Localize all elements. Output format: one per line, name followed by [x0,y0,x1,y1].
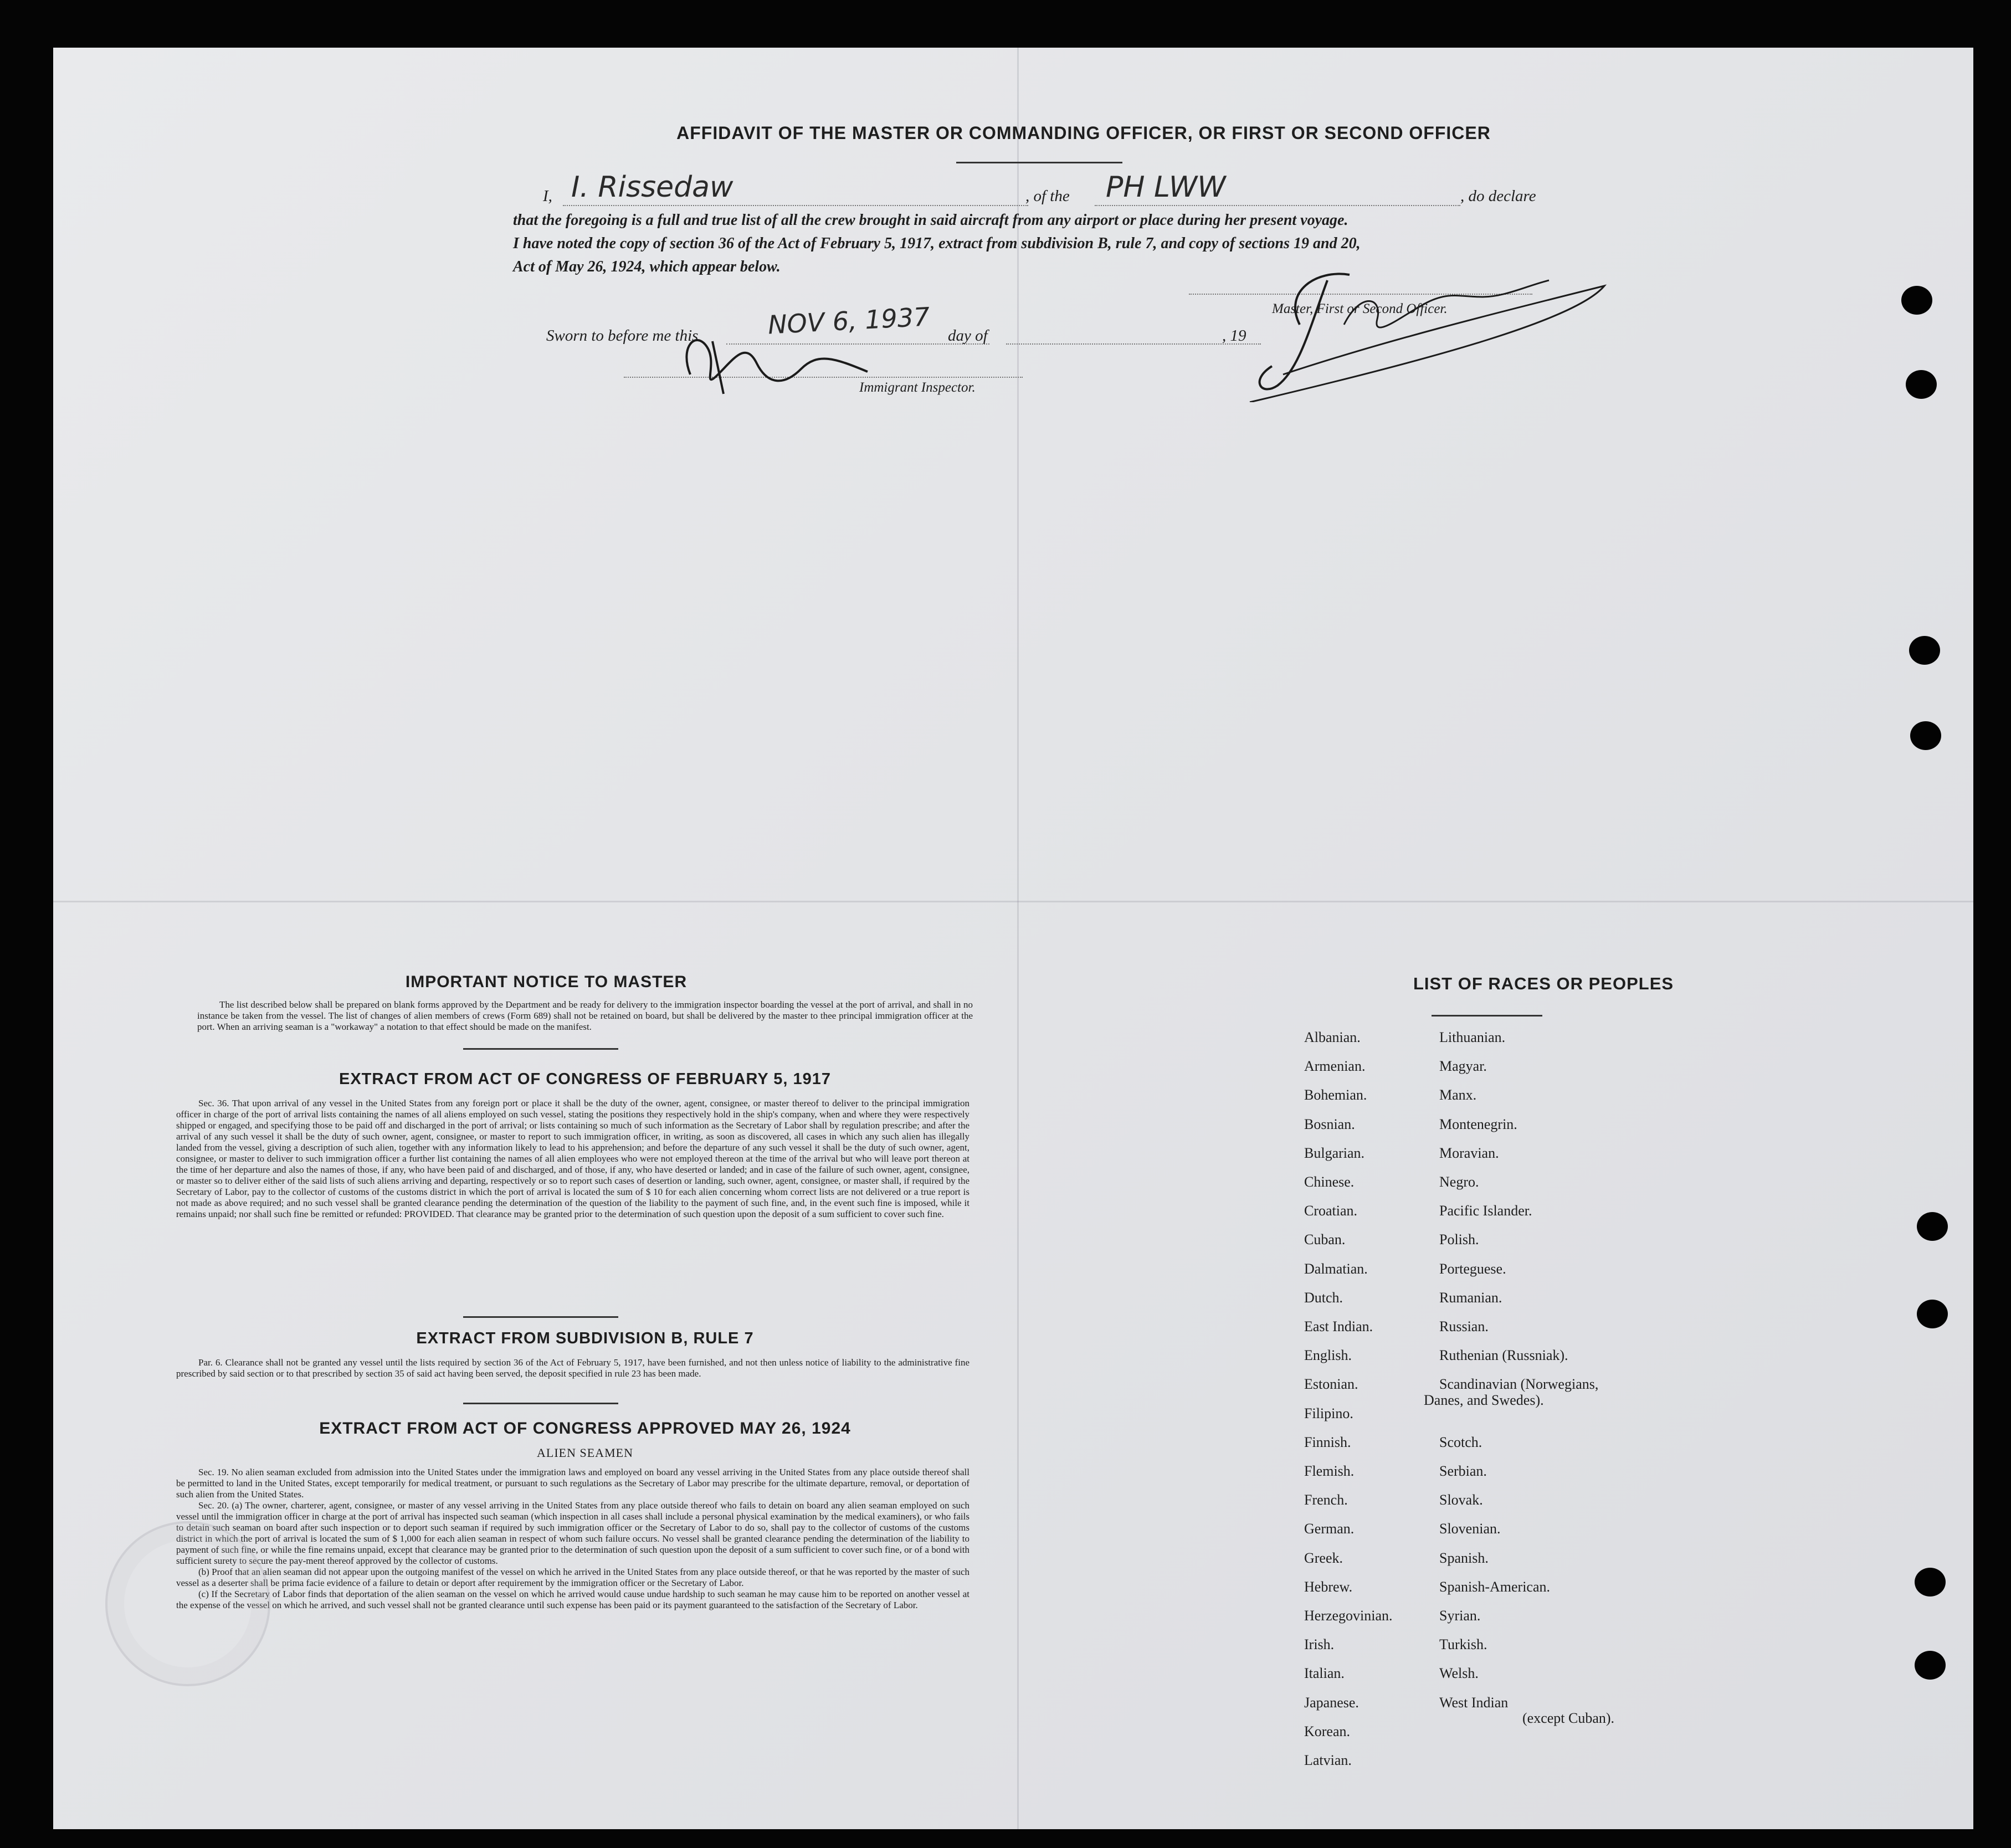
race-list-item: Russian. [1439,1318,1489,1334]
race-list-item: East Indian. [1304,1318,1373,1334]
binder-hole [1917,1300,1948,1328]
race-list-item: German. [1304,1521,1355,1537]
race-list-item: Negro. [1439,1174,1479,1190]
race-list-item: Spanish. [1439,1549,1489,1566]
binder-hole [1906,370,1937,399]
race-list-item: Turkish. [1439,1636,1487,1653]
race-list-item: Bosnian. [1304,1116,1355,1132]
race-list-item: Filipino. [1304,1405,1353,1421]
affidavit-line-3: I have noted the copy of section 36 of the Act of February 5, 1917, extract from subdivision B, rule 7, and copy of sections 19 and 20, [513,235,1361,252]
race-list-item: (except Cuban). [1522,1710,1615,1727]
subdivision-b-title: EXTRACT FROM SUBDIVISION B, RULE 7 [416,1329,754,1347]
affidavit-line-4: Act of May 26, 1924, which appear below. [513,258,781,275]
race-list-item: Porteguese. [1439,1260,1506,1277]
document-sheet [53,48,1973,1829]
master-officer-label: Master, First or Second Officer. [1272,301,1448,316]
subdivision-b-rule [463,1403,618,1404]
vessel-name-handwritten: PH LWW [1106,171,1226,204]
binder-hole [1915,1568,1946,1597]
race-list-item: Italian. [1304,1665,1345,1682]
race-list-item: Korean. [1304,1723,1351,1739]
race-list-item: Pacific Islander. [1439,1203,1532,1219]
inspector-signature [657,308,901,402]
i-label: I, [543,187,552,205]
binder-hole [1917,1212,1948,1241]
extract-1924-subtitle: ALIEN SEAMEN [537,1446,633,1460]
binder-hole [1909,636,1940,665]
race-list-item: Spanish-American. [1439,1578,1551,1595]
binder-hole [1901,286,1932,315]
do-declare-label: , do declare [1460,187,1536,205]
race-list-item: Japanese. [1304,1694,1359,1711]
race-list-item: Slovenian. [1439,1521,1501,1537]
race-list-item: Ruthenian (Russniak). [1439,1347,1568,1364]
race-list-item: Magyar. [1439,1058,1487,1075]
extract-1924-body [176,1467,969,1611]
race-list-item: Herzegovinian. [1304,1608,1393,1624]
race-list-item: Scotch. [1439,1434,1482,1450]
race-list-item: Slovak. [1439,1492,1483,1508]
race-list-item: Bohemian. [1304,1087,1367,1103]
race-list-item: Albanian. [1304,1029,1361,1045]
sec-20b-text: (b) Proof that an alien seaman did not appear upon the outgoing manifest of the vessel on which he arrived in the United States from any place outside thereof, or that he was reported by the master of such vessel as a deserter shall be prima facie evidence of a failure to detain or deport after requirement by the immigration officer or the Secretary of Labor. [176,1567,969,1588]
sworn-label: Sworn to before me this [546,327,699,345]
race-list-item: Moravian. [1439,1144,1499,1161]
race-list-item: Syrian. [1439,1608,1481,1624]
race-list-item: West Indian [1439,1694,1509,1711]
sec-20a-text: Sec. 20. (a) The owner, charterer, agent, consignee, or master of any vessel arriving in the United States from any place outside thereof who fails to detain on board any alien seaman employed on such vessel until the immigration officer in charge at the port of arrival has inspected such seaman (which inspection in all cases shall include a personal physical examination by the medical examiners), or who fails to detain such seaman on board after such inspection or to deport such seaman if required by such immigration officer or the Secretary of Labor to do so, shall pay to the collector of customs of the customs district in which the port of arrival is located the sum of $ 1,000 for each alien seaman in respect of whom such failure occurs. No vessel shall be granted clearance pending the determination of the liability to payment of such fine, or while the fine remains unpaid, except that clearance may be granted prior to the determination of such question upon the deposit of a sum sufficient to cover such fine, or of a bond with sufficient surety to secure the pay-ment thereof approved by the collector of customs. [176,1500,969,1566]
extract-1917-body: Sec. 36. That upon arrival of any vessel in the United States from any foreign port or place it shall be the duty of the owner, agent, consignee, or master thereof to deliver to the principal immigration officer in charge of the port of arrival lists containing the names of all aliens employed on such vessel, stating the positions they respectively hold in the ship's company, when and where they were respectively shipped or engaged, and specifying those to be paid off and discharged in the port of arrival; or lists containing so much of such information as the Secretary of Labor shall by regulation prescribe; and after the arrival of any such vessel it shall be the duty of such owner, agent, consignee, or master to report to such immigration officer, in writing, as soon as discovered, all cases in which any such alien has illegally landed from the vessel, giving a description of such alien, together with any information likely to lead to his apprehension; and before the departure of any such vessel it shall be the duty of such owner, agent, consignee, or master to deliver to such immigration officer a further list containing the names of all alien employees who were not employed thereon at the time of the arrival but who will leave port thereon at the time of her departure and also the names of those, if any, who have been paid of and discharged, and of those, if any, who have deserted or landed; and in case of the failure of such owner, agent, consignee, or master so to deliver either of the said lists of such aliens arriving and departing, respectively or so to report such cases of desertion or landing, such owner, agent, consignee, or master shall, if required by the Secretary of Labor, pay to the collector of customs of the customs district in which the port of arrival is located the sum of $ 10 for each alien concerning whom correct lists are not delivered or a true report is not made as above required; and no such vessel shall be granted clearance pending the determination of the question of the liability to the payment of such fine, and, in the event such fine is imposed, while it remains unpaid; nor shall such fine be remitted or refunded: PROVIDED. That clearance may be granted prior to the determination of such question upon the deposit of a sum sufficient to cover such fine. [176,1098,969,1219]
embossed-seal [105,1521,270,1686]
day-of-label: day of [948,327,988,345]
race-list-item: Danes, and Swedes). [1424,1392,1544,1409]
master-signature [1217,247,1638,402]
race-list-item: Rumanian. [1439,1289,1502,1306]
sworn-date-handwritten: NOV 6, 1937 [767,301,931,340]
race-list-item: French. [1304,1492,1348,1508]
affidavit-line-2: that the foregoing is a full and true list of all the crew brought in said aircraft from any airport or place during her present voyage. [513,212,1348,229]
fold-line-horizontal [53,901,1973,902]
immigrant-inspector-label: Immigrant Inspector. [859,380,976,395]
affidavit-title-rule [956,162,1122,163]
race-list-item: Latvian. [1304,1752,1352,1768]
extract-1917-title: EXTRACT FROM ACT OF CONGRESS OF FEBRUARY 5, 1917 [338,1070,832,1088]
extract-1917-rule [463,1316,618,1318]
race-list-item: Bulgarian. [1304,1144,1365,1161]
race-list-item: Irish. [1304,1636,1335,1653]
of-the-label: , of the [1025,187,1070,205]
binder-hole [1910,721,1941,750]
sec-19-text: Sec. 19. No alien seaman excluded from admission into the United States under the immigration laws and employed on board any vessel arriving in the United States from any place outside thereof shall be permitted to land in the United States, except temporarily for medical treatment, or pursuant to such regulations as the Secretary of Labor may prescribe for the ultimate departure, removal, or deportation of such alien from the United States. [176,1467,969,1500]
race-list-item: Cuban. [1304,1231,1346,1248]
year-prefix-label: , 19 [1222,327,1246,345]
race-list-item: Greek. [1304,1549,1343,1566]
race-list-item: Lithuanian. [1439,1029,1506,1045]
subdivision-b-body: Par. 6. Clearance shall not be granted any vessel until the lists required by section 36 of the Act of February 5, 1917, have been furnished, and not then unless notice of liability to the administrative fine prescribed by said section or to that prescribed by section 35 of said act having been served, the deposit specified in rule 23 has been made. [176,1357,969,1379]
master-name-handwritten: I. Rissedaw [571,171,733,204]
race-list-item: Chinese. [1304,1174,1355,1190]
race-list-item: Croatian. [1304,1203,1358,1219]
race-list-item: Hebrew. [1304,1578,1353,1595]
race-list-item: Welsh. [1439,1665,1479,1682]
race-list-item: English. [1304,1347,1352,1364]
race-list-item: Dalmatian. [1304,1260,1368,1277]
notice-title: IMPORTANT NOTICE TO MASTER [405,973,688,991]
race-list-item: Manx. [1439,1087,1477,1103]
race-list-item: Dutch. [1304,1289,1343,1306]
notice-body: The list described below shall be prepared on blank forms approved by the Department and be ready for delivery to the immigration inspector boarding the vessel at the port of arrival, and shall in no instance be taken from the vessel. The list of changes of alien members of crews (Form 689) shall not be retained on board, but shall be delivered by the master to thee principal immigration officer at the port. When an arriving seaman is a "workaway" a notation to that effect should be made on the manifest. [197,999,973,1032]
race-list-item: Estonian. [1304,1376,1358,1393]
race-list-item: Finnish. [1304,1434,1351,1450]
extract-1924-title: EXTRACT FROM ACT OF CONGRESS APPROVED MAY 26, 1924 [319,1419,851,1438]
race-list-item: Scandinavian (Norwegians, [1439,1376,1599,1393]
fold-line-vertical [1017,48,1019,1829]
races-title-rule [1432,1015,1542,1017]
race-list-item: Polish. [1439,1231,1479,1248]
race-list-item: Flemish. [1304,1463,1355,1479]
race-list-item: Armenian. [1304,1058,1366,1075]
sec-20c-text: (c) If the Secretary of Labor finds that deportation of the alien seaman on the vessel on which he arrived would cause undue hardship to such seaman he may cause him to be reported on another vessel at the expense of the vessel on which he arrived, and such vessel shall not be granted clearance until such expense has been paid or its payment guaranteed to the satisfaction of the Secretary of Labor. [176,1589,969,1610]
races-title: LIST OF RACES OR PEOPLES [1413,974,1674,993]
race-list-item: Montenegrin. [1439,1116,1517,1132]
binder-hole [1915,1651,1946,1680]
notice-rule [463,1048,618,1050]
race-list-item: Serbian. [1439,1463,1487,1479]
affidavit-title: AFFIDAVIT OF THE MASTER OR COMMANDING OFFICER, OR FIRST OR SECOND OFFICER [676,123,1491,143]
